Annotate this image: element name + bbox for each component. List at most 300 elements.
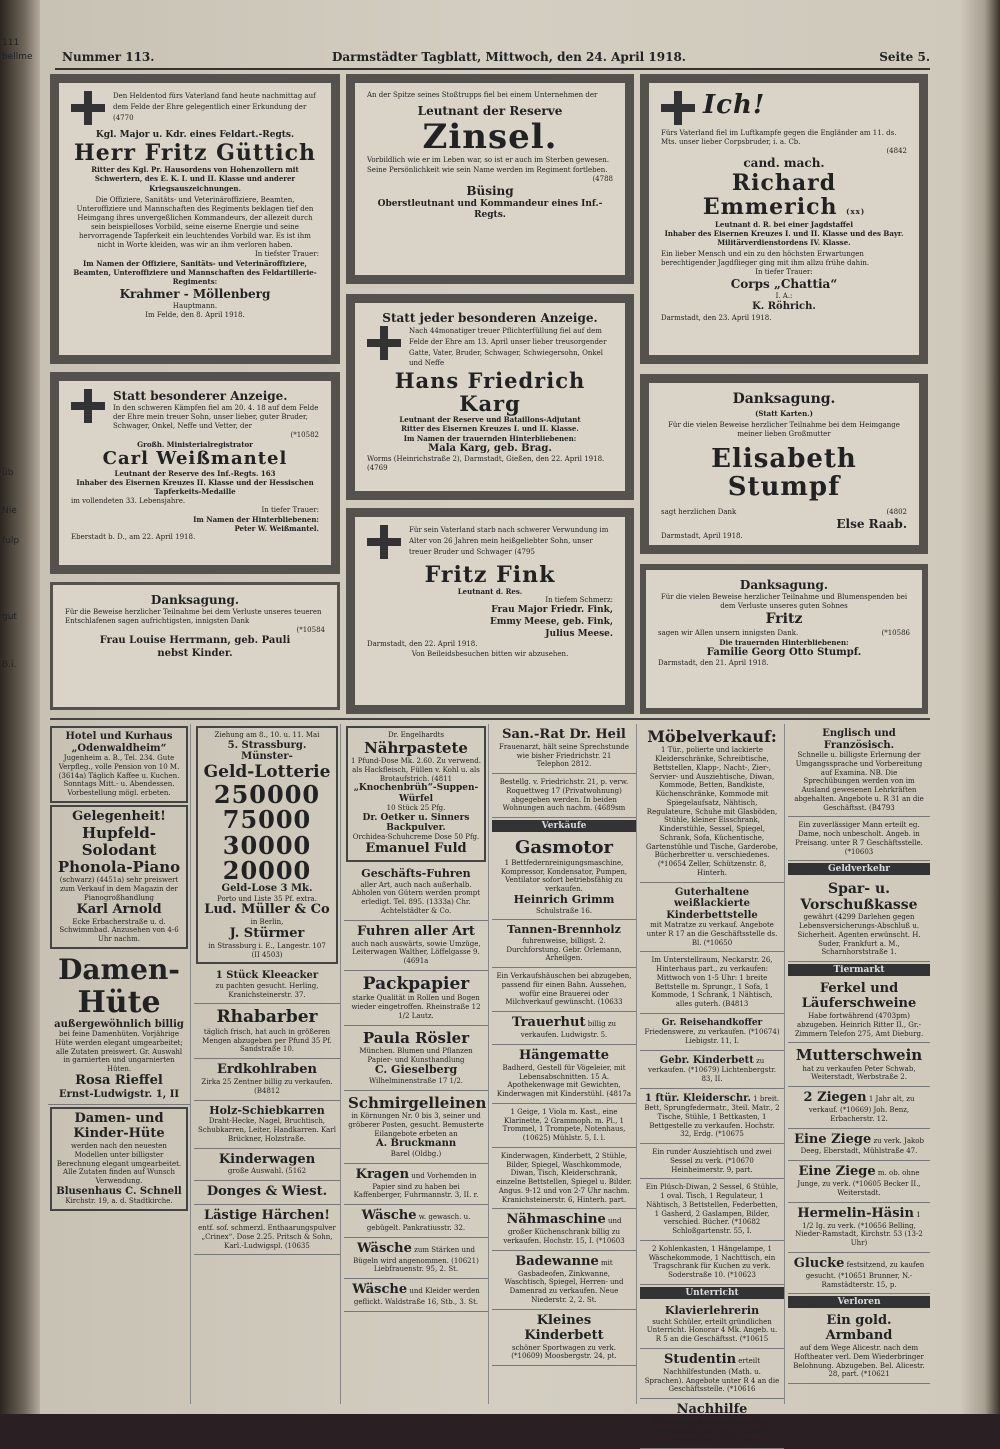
ad-heading: Schmirgelleinen <box>348 1093 487 1112</box>
ad-heading: Rhabarber <box>216 1007 318 1028</box>
iron-cross-icon <box>367 326 401 360</box>
agent-1: Lud. Müller & Co <box>204 902 330 918</box>
ad-heading: Nähmaschine <box>506 1212 606 1228</box>
classified-ad <box>492 968 636 1012</box>
classified-ad <box>194 966 340 1004</box>
classified-ad <box>788 1087 930 1128</box>
place-date: Darmstadt, April 1918. <box>661 532 743 541</box>
ad-text-2: 1 Pfund-Dose Mk. 2.60. Zu verwend. als Hackfleisch, Füllen v. Kohl u. als Brotaufstrich. (4811 <box>351 757 481 783</box>
ad-heading: Hermelin-Häsin <box>797 1205 914 1221</box>
section-bar-tiermarkt: Tiermarkt <box>788 964 930 976</box>
ad-text: und großer Küchenschrank billig zu verkaufen. Hochstr. 15, I. (*10603 <box>503 1217 625 1245</box>
classified-ad <box>50 726 188 803</box>
header-rule <box>55 68 930 70</box>
ad-heading: Gr. Reisehandkoffer <box>661 1017 763 1028</box>
ad-text: Ein Plüsch-Diwan, 2 Sessel, 6 Stühle, 1 oval. Tisch, 1 Regulateur, 1 Nähtisch, 3 Bettstellen, Federbetten, 1 Gasherd, 2 Gaslampen, Bilder, verschied. Bücher. (*10682 Schloßgartenstr. 55, I. <box>645 1183 779 1236</box>
title: Großh. Ministerialregistrator <box>137 440 253 450</box>
ad-text: Badherd, Gestell für Vögeleier, mit Lebensabschnitten. 15 A. Apothekenwage mit Gewichten, Kinderwagen mit Kinderstühl. (4817a <box>496 1063 632 1099</box>
classified-ad <box>344 864 488 921</box>
classified-column-3 <box>344 724 489 1404</box>
classified-ad <box>492 1012 636 1045</box>
place-date: Darmstadt, den 23. April 1918. <box>661 313 772 322</box>
ad-heading: 1 ftür. Kleiderschr. <box>644 1092 751 1104</box>
classified-ad <box>344 921 488 971</box>
ad-heading: Glucke <box>793 1255 845 1271</box>
ad-text: und Kleider werden geflickt. Waldstraße 16, Stb., 3. St. <box>353 1287 480 1307</box>
obituary-intro: An der Spitze seines Stoßtrupps fiel bei einem Unternehmen der <box>367 91 598 99</box>
place-date: Darmstadt, den 22. April 1918. <box>367 640 478 649</box>
obituary-text: Ein lieber Mensch und ein zu den höchsten Erwartungen berechtigender Jagdflieger ging mit ihm allzu frühe dahin. <box>661 249 870 268</box>
ad-heading: Holz-Schiebkarren <box>209 1103 325 1117</box>
rank: Leutnant d. R. bei einer Jagdstaffel <box>715 219 853 229</box>
ad-code: (II 4503) <box>251 950 283 959</box>
ad-heading: Wäsche <box>361 1208 417 1224</box>
ad-name: Blusenhaus C. Schnell <box>56 1185 182 1197</box>
ad-text: Zirka 25 Zentner billig zu verkaufen. (B4812 <box>201 1078 333 1095</box>
classified-ad <box>492 1310 636 1366</box>
classified-column-4 <box>492 724 637 1404</box>
ad-text: Friedenswere, zu verkaufen. (*10674) Liebigstr. 11, I. <box>644 1028 780 1045</box>
ad-text: w. gewasch. u. gebügelt. Pankratiusstr. 32. <box>366 1213 471 1232</box>
classified-ad <box>640 1014 784 1051</box>
per-line: I. A.: <box>775 292 793 301</box>
ad-heading: Eine Ziege <box>798 1164 876 1180</box>
ad-heading: Ferkel und Läuferschweine <box>801 981 917 1012</box>
classified-ad <box>640 1399 784 1449</box>
postage: Porto und Liste 35 Pf. extra. <box>217 894 317 903</box>
thanks-notice-herrmann <box>50 582 340 710</box>
ad-heading: Geschäfts-Fuhren <box>361 867 471 881</box>
classified-ad <box>640 724 784 883</box>
obituary-intro: In den schweren Kämpfen fiel am 20. 4. 18 auf dem Felde der Ehre mein treuer Sohn, unser lieber, guter Bruder, Schwager, Onkel, Neffe und Vetter, der <box>113 404 319 431</box>
ad-heading: Packpapier <box>362 973 470 994</box>
obituary-intro: Fürs Vaterland fiel im Luftkampfe gegen die Engländer am 11. ds. Mts. unser lieber Corpsbruder, i. a. Cb. <box>661 129 897 147</box>
ad-text-4: Orchidea-Schuhcreme Dose 50 Pfg. <box>352 833 480 842</box>
mourn-line: In tiefem Schmerz: <box>545 596 613 605</box>
masthead-date: Darmstädter Tagblatt, Mittwoch, den 24. April 1918. <box>332 50 686 64</box>
ad-code: (*10584 <box>296 626 325 635</box>
mourn-line: In tiefer Trauer: <box>261 505 319 514</box>
corps-mark: (xx) <box>846 207 866 217</box>
ad-text: m. ob. ohne Junge, zu verk. (*10605 Becker II., Weiterstadt. <box>797 1169 921 1197</box>
signer: Peter W. Weißmantel. <box>234 523 319 533</box>
classified-ad <box>640 952 784 1014</box>
classified-ad <box>344 1205 488 1238</box>
place-date: Worms (Heinrichstraße 2), Darmstadt, Gießen, den 22. April 1918. <box>367 455 605 464</box>
signers: Im Namen der Offiziere, Sanitäts- und Veterinäroffiziere, Beamten, Unteroffiziere und Mannschaften des Feldartillerie-Regiments: <box>73 259 317 287</box>
ad-heading: Gelegenheit! <box>72 808 166 824</box>
section-bar-geldverkehr: Geldverkehr <box>788 863 930 875</box>
title: cand. mach. <box>743 156 825 171</box>
classified-ad <box>194 1149 340 1182</box>
thanks-line: sagen wir Allen unsern innigsten Dank. <box>658 628 799 637</box>
notice-text: Für die vielen Beweise herzlicher Teilnahme und Blumenspenden bei dem Verluste unseres guten Sohnes <box>660 593 908 611</box>
ad-heading: Damen- und Kinder-Hüte <box>73 1111 165 1142</box>
ad-text-3: Ernst-Ludwigstr. 1, II <box>58 1088 180 1100</box>
classified-ad <box>788 877 930 962</box>
notice-heading: Danksagung. <box>732 391 836 407</box>
classified-column-5 <box>640 724 785 1444</box>
ad-text: Ein runder Ausziehtisch und zwei Sessel zu verk. (*10670 Heinheimerstr. 9, part. <box>652 1148 772 1174</box>
thanks-notice-stumpf <box>640 374 928 554</box>
classified-ad <box>344 971 488 1026</box>
classified-ad <box>194 1205 340 1255</box>
obituary-guettich <box>50 74 340 364</box>
for-line: Im Namen der trauernden Hinterbliebenen: <box>403 433 577 443</box>
ad-code: (4770 <box>113 113 134 122</box>
honors: Ritter des Kgl. Pr. Hausordens von Hohenzollern mit Schwertern, des E. K. I. und II. Klasse und anderer Kriegsauszeichnungen. <box>91 165 299 193</box>
section-bar-verkaeufe: Verkäufe <box>492 820 636 832</box>
classified-ad <box>492 1209 636 1250</box>
book-binding <box>0 0 40 1414</box>
thanks-notice-fritz <box>640 564 928 714</box>
ad-text: 1 Jahr alt, zu verkauf. (*10669) Joh. Benz, Erbacherstr. 12. <box>808 1095 915 1123</box>
classified-ad <box>194 1101 340 1149</box>
ad-text: Jugenheim a. B., Tel. 234. Gute Verpfleg., volle Pension von 10 M. (3614a) Täglich Kaffee u. Kuchen. Sonntags Mitt.- u. Abendessen. Vorbestellung mögl. erbeten. <box>58 754 180 797</box>
classified-ad <box>492 1148 636 1210</box>
ad-heading: Gasmotor <box>514 837 614 859</box>
ad-heading-2: „Knochenbrüh“-Suppen-Würfel <box>353 783 479 804</box>
notice-text: Für die Beweise herzlicher Teilnahme bei dem Verluste unseres teueren Entschlafenen sagen aufrichtigsten, innigsten Dank <box>65 608 322 626</box>
ad-heading: Kleines Kinderbett <box>524 1312 604 1343</box>
ad-text: Im Unterstellraum, Neckarstr. 26, Hinterhaus part., zu verkaufen: Mittwoch von 1-5 Uhr: 1 breite Bettstelle m. Sprungr., 1 Sofa, 1 Kommode, 1 Schrank, 1 Nähtisch, alles guterh. (B4813 <box>651 956 773 1009</box>
classified-ad <box>640 1144 784 1179</box>
ad-heading: Hotel und Kurhaus <box>65 731 173 742</box>
notice-sub: (Statt Karten.) <box>755 408 813 418</box>
classified-ad <box>344 1279 488 1312</box>
deceased-name: Herr Fritz Güttich <box>74 140 316 167</box>
notice-heading: Statt besonderer Anzeige. <box>113 389 288 403</box>
classified-ad <box>640 883 784 953</box>
classified-ad <box>492 834 636 920</box>
ad-text: 1 Bettfedernreinigungsmaschine, Kompressor, Kondensator, Pumpen, Ventilator sofort betriebsfähig zu verkaufen. <box>500 858 628 894</box>
iron-cross-icon <box>661 91 695 125</box>
mourn-line: In tiefer Trauer: <box>755 268 813 277</box>
classified-column-2 <box>194 724 341 1404</box>
classified-ad <box>492 724 636 774</box>
classified-ad <box>346 726 486 862</box>
ad-heading-2: Hüte <box>77 984 161 1020</box>
obituary-intro: Für sein Vaterland starb nach schwerer Verwundung im Alter von 26 Jahren mein heißgeliebter Sohn, unser treuer Bruder und Schwager <box>409 526 609 556</box>
ad-code: (4842 <box>886 147 907 156</box>
ad-text-2: bei feine Damenhüten. Vorjährige Hüte werden elegant umgearbeitet; alle Zutaten preiswert. Gr. Auswahl in garnierten und ungarnierten Hüten. <box>55 1030 183 1074</box>
classified-ad <box>640 1051 784 1089</box>
rank: Leutnant d. Res. <box>457 587 523 597</box>
thanks-line: sagt herzlichen Dank <box>661 507 737 516</box>
ad-text: München. Blumen und Pflanzen Papier- und Kunsthandlung <box>359 1046 473 1064</box>
edge-fragment: gut <box>2 612 17 622</box>
ad-text: billig zu verkaufen. Ludwigstr. 5. <box>520 1020 617 1040</box>
ad-text-3: 10 Stück 25 Pfg. <box>386 803 446 812</box>
ad-code: (4769 <box>367 464 388 473</box>
ad-heading: Donges & Wiest. <box>206 1184 328 1200</box>
ad-heading: Englisch und Französisch. <box>822 728 896 751</box>
honors: Inhaber des Eisernen Kreuzes II. Klasse und der Hessischen Tapferkeits-Medaille <box>76 478 314 497</box>
classified-ad <box>492 920 636 968</box>
signer: Familie Georg Otto Stumpf. <box>706 646 862 658</box>
deceased-name: Richard Emmerich <box>702 170 838 221</box>
rank: Leutnant der Reserve <box>417 104 563 119</box>
ad-text-2: Telephon 2812. <box>536 760 592 769</box>
agent-2: J. Stürmer <box>229 925 305 941</box>
ad-heading: Studentin <box>663 1351 737 1367</box>
classified-ad <box>492 1104 636 1148</box>
corps-name: Corps „Chattia“ <box>730 277 838 292</box>
ad-text: schöner Sportwagen zu verk. (*10609) Moosbergstr. 24, pt. <box>511 1343 617 1361</box>
ad-heading: 2 Ziegen <box>803 1090 867 1106</box>
ad-heading: Kinderwagen <box>218 1151 316 1167</box>
signer: Else Raab. <box>836 517 907 532</box>
mourn-line: In tiefster Trauer: <box>255 250 319 259</box>
ad-heading: Guterhaltene weißlackierte Kinderbettstelle <box>666 886 758 921</box>
ad-name: Karl Arnold <box>76 901 162 917</box>
ad-text: hat zu verkaufen Peter Schwab, Weiterstadt, Werbstraße 2. <box>802 1064 916 1082</box>
ad-heading: Eine Ziege <box>794 1131 872 1147</box>
corps-call: Ich! <box>703 90 766 120</box>
ad-heading: Nährpastete <box>364 738 468 757</box>
ad-name: A. Bruckmann <box>375 1138 457 1150</box>
ad-text-2: Barel (Oldbg.) <box>390 1149 442 1158</box>
classified-ad <box>788 724 930 817</box>
ad-text: 1 breit. Bett, Sprungfedermatr., 3teil. Matr., 2 Tische, Stühle, 1 Bettkasten, 1 Bettgestelle zu verkaufen. Hochstr. 32, Erdg. (*10675 <box>644 1094 780 1139</box>
classified-ad <box>640 1179 784 1241</box>
ad-text: mit Matratze zu verkauf. Angebote unter R 17 an die Geschäftsstelle ds. Bl. (*10650 <box>646 921 778 947</box>
ad-code: (4788 <box>592 174 613 183</box>
edge-fragment: Nie <box>2 506 17 516</box>
ad-heading: San.-Rat Dr. Heil <box>502 727 626 742</box>
honors: Ritter des Eisernen Kreuzes I. und II. Klasse. <box>401 424 579 434</box>
notice-heading: Statt jeder besonderen Anzeige. <box>382 311 598 325</box>
ad-heading: Erdkohlraben <box>216 1062 317 1078</box>
section-bar-unterricht: Unterricht <box>640 1287 784 1299</box>
ad-text-2: Kirchstr. 19, a. d. Stadtkirche. <box>65 1197 173 1206</box>
classified-ad <box>344 1238 488 1279</box>
place-date: Eberstadt b. D., am 22. April 1918. <box>71 532 196 541</box>
deceased-name: Hans Friedrich Karg <box>394 368 586 417</box>
ad-heading: 1 Stück Kleeacker <box>215 970 319 982</box>
classified-ad <box>788 1203 930 1253</box>
ad-text: 1 Geige, 1 Viola m. Kast., eine Klarinette, 2 Grammoph. m. Pl., 1 Trommel, 1 Trompete, Notenhaus, (10625) Mühlstr. 5, I. l. <box>502 1107 626 1143</box>
page-number: Seite 5. <box>879 50 930 64</box>
signer: Mala Karg, geb. Brag. <box>428 442 552 454</box>
ad-text: außergewöhnlich billig <box>54 1018 184 1030</box>
classified-ad <box>788 1161 930 1202</box>
ad-text: Habe fortwährend (4703pm) abzugeben. Heinrich Ritter II., Gr.-Zimmern Telefon 275, Amt Dieburg. <box>794 1012 924 1038</box>
ad-heading: Klavierlehrerin <box>664 1303 760 1317</box>
signer-rank: Hauptmann. <box>172 301 218 310</box>
ad-heading: Fuhren aller Art <box>357 923 475 939</box>
ad-name: Heinrich Grimm <box>513 892 615 906</box>
ad-text: starke Qualität in Rollen und Bogen wieder eingetroffen. Rheinstraße 12 1/2 Lautz. <box>351 994 481 1020</box>
ad-name-2: Emanuel Fuld <box>365 841 467 857</box>
section-divider <box>50 718 930 720</box>
classified-ad <box>50 1107 188 1211</box>
edge-fragment: B.i. <box>2 660 17 670</box>
ad-text: zum Stärken und Bügeln wird angenommen. (10621) Liebfrauenstr. 95, 2. St. <box>353 1245 479 1274</box>
ad-text: fuhrenweise, billigst. 2. Durchforstung. Gebr. Orlemann, Arheilgen. <box>506 936 622 963</box>
ad-text: 1 1/2 Ig. zu verk. (*10656 Belling, Nieder-Ramstadt, Kirchstr. 53 (13-2 Uhr) <box>795 1210 923 1248</box>
ad-heading: Tannen-Brennholz <box>507 923 621 937</box>
ad-heading: Ein gold. Armband <box>825 1313 893 1344</box>
obituary-karg <box>346 294 634 500</box>
deceased-name: Fritz Fink <box>424 562 556 588</box>
ad-text-2: Ecke Erbacherstraße u. d. Schwimmbad. Anzusehen von 4-6 Uhr nachm. <box>59 917 179 944</box>
place-date: Im Felde, den 8. April 1918. <box>145 310 245 319</box>
ad-code: (*10582 <box>290 431 319 440</box>
rank: Leutnant der Reserve des Inf.-Regts. 163 <box>114 469 276 479</box>
ad-heading: Trauerhut <box>511 1015 586 1031</box>
classified-ad <box>788 1043 930 1087</box>
signer-2: nebst Kinder. <box>157 647 233 659</box>
signer-title: Oberstleutnant und Kommandeur eines Inf.-Regts. <box>377 198 603 221</box>
ad-text: Draht-Hecke, Nagel, Bruchtisch, Schubkarren, Leiter, Handkarren. Karl Brückner, Holzstraße. <box>198 1117 336 1143</box>
ad-text: zu verkaufen. (*10679) Lichtenbergstr. 83, II. <box>648 1056 776 1083</box>
prize-amount: 75000 <box>222 805 312 835</box>
age: im vollendeten 33. Lebensjahre. <box>71 496 186 505</box>
classified-ad <box>344 1091 488 1164</box>
classified-ad <box>640 1241 784 1285</box>
honors: Inhaber des Eisernen Kreuzes I. und II. Klasse und des Bayr. Militärverdienstordens IV. Klasse. <box>664 228 904 247</box>
iron-cross-icon <box>71 91 105 125</box>
edge-fragment: fulp <box>2 536 20 546</box>
ad-text-2: Wilhelminenstraße 17 1/2. <box>368 1077 464 1086</box>
classified-ad <box>492 1251 636 1310</box>
obituary-intro: Den Heldentod fürs Vaterland fand heute nachmittag auf dem Felde der Ehre gelegentlich einer Erkundung der <box>113 92 316 111</box>
ad-text: Dr. Engelhardts <box>387 731 445 739</box>
classified-ad <box>194 1181 340 1205</box>
ad-heading: Wäsche <box>357 1240 412 1256</box>
classified-ad <box>48 951 190 1105</box>
signer: K. Röhrich. <box>752 301 816 313</box>
obituary-zinsel <box>346 74 634 284</box>
notice-text: Für die vielen Beweise herzlicher Teilnahme bei dem Heimgange meiner lieben Großmutter <box>668 420 900 438</box>
edge-fragment: üb <box>2 468 14 478</box>
classified-ad <box>50 805 188 949</box>
deceased-name: Fritz <box>765 611 803 628</box>
classified-ad <box>788 978 930 1043</box>
ad-text: festsitzend, zu kaufen gesucht. (*10651 Brunner, N.-Ramstädterstr. 15, p. <box>805 1260 925 1289</box>
ad-heading: Spar- u. Vorschußkasse <box>800 881 918 914</box>
lot-price: Geld-Lose 3 Mk. <box>221 883 313 895</box>
obituary-emmerich <box>640 74 928 364</box>
notice-heading: Danksagung. <box>739 578 829 592</box>
ad-heading: Paula Rösler <box>362 1028 470 1047</box>
ad-code: (4802 <box>886 507 907 516</box>
ad-heading-2: Geld-Lotterie <box>203 761 331 782</box>
ad-text: und Vorhemden in Papier sind zu haben bei Kaffenberger, Fuhrmannstr. 3, II. r. <box>353 1171 479 1200</box>
ad-text: zu pachten gesucht. Herling, Kranichsteinerstr. 37. <box>215 981 319 999</box>
ad-code: (4795 <box>514 547 535 556</box>
ad-heading: 5. Strassburg. Münster- <box>227 739 307 763</box>
mourner-2: Emmy Meese, geb. Fink, <box>489 617 613 628</box>
section-bar-verloren: Verloren <box>788 1296 930 1308</box>
ad-text: täglich frisch, hat auch in größeren Mengen abzugeben per Pfund 35 Pf. Sandstraße 10. <box>202 1027 332 1054</box>
ad-heading: Möbelverkauf: <box>647 727 777 746</box>
ad-text: gewährt (4299 Darlehen gegen Lebensversicherungs-Abschluß u. Sicherheit. Agenten erwünscht. H. Suder, Frankfurt a. M., Scharnhorststraße 1. <box>797 913 921 957</box>
signer: Frau Louise Herrmann, geb. Pauli <box>99 635 291 647</box>
ad-heading: Mutterschwein <box>795 1046 923 1065</box>
ad-name: C. Gieselberg <box>374 1063 458 1077</box>
issue-number: Nummer 113. <box>62 50 155 64</box>
obituary-text-2: Seine Persönlichkeit wie sein Name werden im Regiment fortleben. <box>367 165 608 174</box>
ad-text: entf. sof. schmerzl. Enthaarungspulver „Crinex“. Dose 2.25. Pritsch & Sohn, Karl.-Ludwigspl. (10635 <box>198 1224 336 1250</box>
ad-text: große Auswahl. (5162 <box>227 1167 307 1176</box>
ad-heading: Gebr. Kinderbett <box>659 1054 754 1066</box>
mourner-1: Frau Major Friedr. Fink, <box>491 605 613 616</box>
obituary-text: Vorbildlich wie er im Leben war, so ist er auch im Sterben gewesen. <box>367 156 610 165</box>
ad-heading: Hängematte <box>519 1047 609 1063</box>
classified-ad <box>344 1164 488 1205</box>
for-line: Die trauernden Hinterbliebenen: <box>719 637 849 647</box>
prize-amount: 20000 <box>222 855 312 885</box>
ad-text: mit Gasbadeofen, Zinkwanne, Waschtisch, Spiegel, Herren- und Damenrad zu verkaufen. Neue Niederstr. 2, 2. St. <box>504 1258 624 1304</box>
rank: Kgl. Major u. Kdr. eines Feldart.-Regts. <box>95 130 295 140</box>
classified-ad <box>344 1026 488 1091</box>
ad-text: 2 Kohlenkasten, 1 Hängelampe, 1 Wäschekommode, 1 Nachttisch, ein Tragschrank für Kuchen zu verk. Soderstraße 10. (*10623 <box>648 1244 776 1280</box>
mourner-3: Julius Meese. <box>545 628 613 639</box>
page-header <box>62 50 930 66</box>
notice-heading: Danksagung. <box>150 593 240 607</box>
classified-ad <box>194 1059 340 1100</box>
prize-amount: 30000 <box>222 830 312 860</box>
classified-ad <box>194 1004 340 1059</box>
obituary-intro: Nach 44monatiger treuer Pflichterfüllung fiel auf dem Felde der Ehre am 13. April unser lieber treusorgender Gatte, Vater, Bruder, Schwager, Schwiegersohn, Onkel und Neffe <box>409 327 607 368</box>
deceased-name: Elisabeth Stumpf <box>711 443 857 503</box>
classified-ad <box>640 1089 784 1145</box>
classified-ad <box>788 1129 930 1162</box>
lottery-ad <box>196 726 338 964</box>
signer: Krahmer - Möllenberg <box>119 286 271 301</box>
ad-text: auch nach auswärts, sowie Umzüge, Leiterwagen Walther, Löffelgasse 9. (4691a <box>351 939 481 966</box>
edge-fragment: bellme <box>2 52 33 62</box>
prize-amount: 250000 <box>213 780 321 810</box>
ad-heading-2: „Odenwaldheim“ <box>71 742 167 754</box>
classified-column-1 <box>48 724 191 1404</box>
obituary-text: Die Offiziere, Sanitäts- und Veterinäroffiziere, Beamten, Unteroffiziere und Mannschaften des Regiments beklagen tief den Heimgang ihres unvergeßlichen Kommandeurs, der allezeit durch sein beispielloses Vorbild, seine eiserne Energie und seine hervorragende Tapferkeit ein leuchtendes Vorbild war. Es ist ihm nicht in Worte kleiden, was wir an ihm verloren haben. <box>76 195 314 250</box>
classified-ad <box>640 1301 784 1349</box>
deceased-name: Zinsel. <box>422 117 558 158</box>
ad-heading: Lästige Härchen! <box>203 1208 331 1224</box>
ad-text: Kinderwagen, Kinderbett, 2 Stühle, Bilder, Spiegel, Waschkommode, Diwan, Tisch, Kleiderschrank, einzelne Bettstellen, Spiegel u. Bilder. Angus. 9-12 und von 2-7 Uhr nachm. Kranichsteinerstr. 6, Hinterh. part. <box>496 1151 632 1204</box>
classified-ad <box>492 774 636 818</box>
ad-name: Rosa Rieffel <box>75 1072 163 1088</box>
ad-heading: Nachhilfe <box>676 1402 748 1418</box>
classified-ad <box>788 1253 930 1294</box>
classified-ad <box>640 1349 784 1399</box>
ad-heading: Wäsche <box>352 1282 408 1298</box>
ad-text-2: Schulstraße 16. <box>535 906 593 915</box>
ad-text: in Körnungen Nr. 0 bis 3, seiner und gröberer Posten, gesucht. Bemusterte Eilangebote erbeten an <box>348 1112 484 1138</box>
agent-1-city: in Berlin, <box>250 918 284 927</box>
ad-text: Schnelle u. billigste Erlernung der Umgangssprache und Vorbereitung auf Examina. NB. Die Sprechübungen werden von im Ausland gewesenen Lehrkräften abgehalten. Angebote u. R 31 an die Geschäftsst. (B4793 <box>794 751 924 812</box>
obituary-fink <box>346 508 634 714</box>
ad-text: sucht Schüler, erteilt gründlichen Unterricht. Honorar 4 Mk. Angeb. u. R 5 an die Geschäftsst. (*10615 <box>646 1317 778 1344</box>
place-date: Darmstadt, den 21. April 1918. <box>658 659 769 668</box>
ad-heading-2: Hupfeld-Solodant Phonola-Piano <box>57 823 181 877</box>
classified-column-6 <box>788 724 930 1404</box>
classified-ad <box>788 1310 930 1384</box>
classified-ad <box>788 817 930 861</box>
iron-cross-icon <box>367 525 401 559</box>
ad-text: in Mathematik erteilt Student der Mathematik. Ang. unt. P 70 an die Geschäftsst. (*10611sm <box>651 1418 773 1444</box>
for-line: Im Namen der Hinterbliebenen: <box>193 514 319 524</box>
ad-code: (*10586 <box>881 628 910 637</box>
ad-text: Bestellg. v. Friedrichstr. 21, p. verw. Roquettweg 17 (Privatwohnung) abgegeben werden. In beiden Wohnungen auch nachm. (4689sm <box>499 778 629 813</box>
ad-name: Dr. Oetker u. Sinners Backpulver. <box>362 812 470 834</box>
ad-heading: Badewanne <box>515 1253 599 1269</box>
ad-text: Ein Verkaufshäuschen bei abzugeben, passend für einen Bahn. Aussehen, wofür eine Brauerei oder Milchverkauf gewünscht. (10633 <box>496 972 632 1007</box>
ad-text: werden nach den neuesten Modellen unter billigster Berechnung elegant umgearbeitet. Alle Zutaten finden auf Wunsch Verwendung. <box>56 1142 182 1186</box>
